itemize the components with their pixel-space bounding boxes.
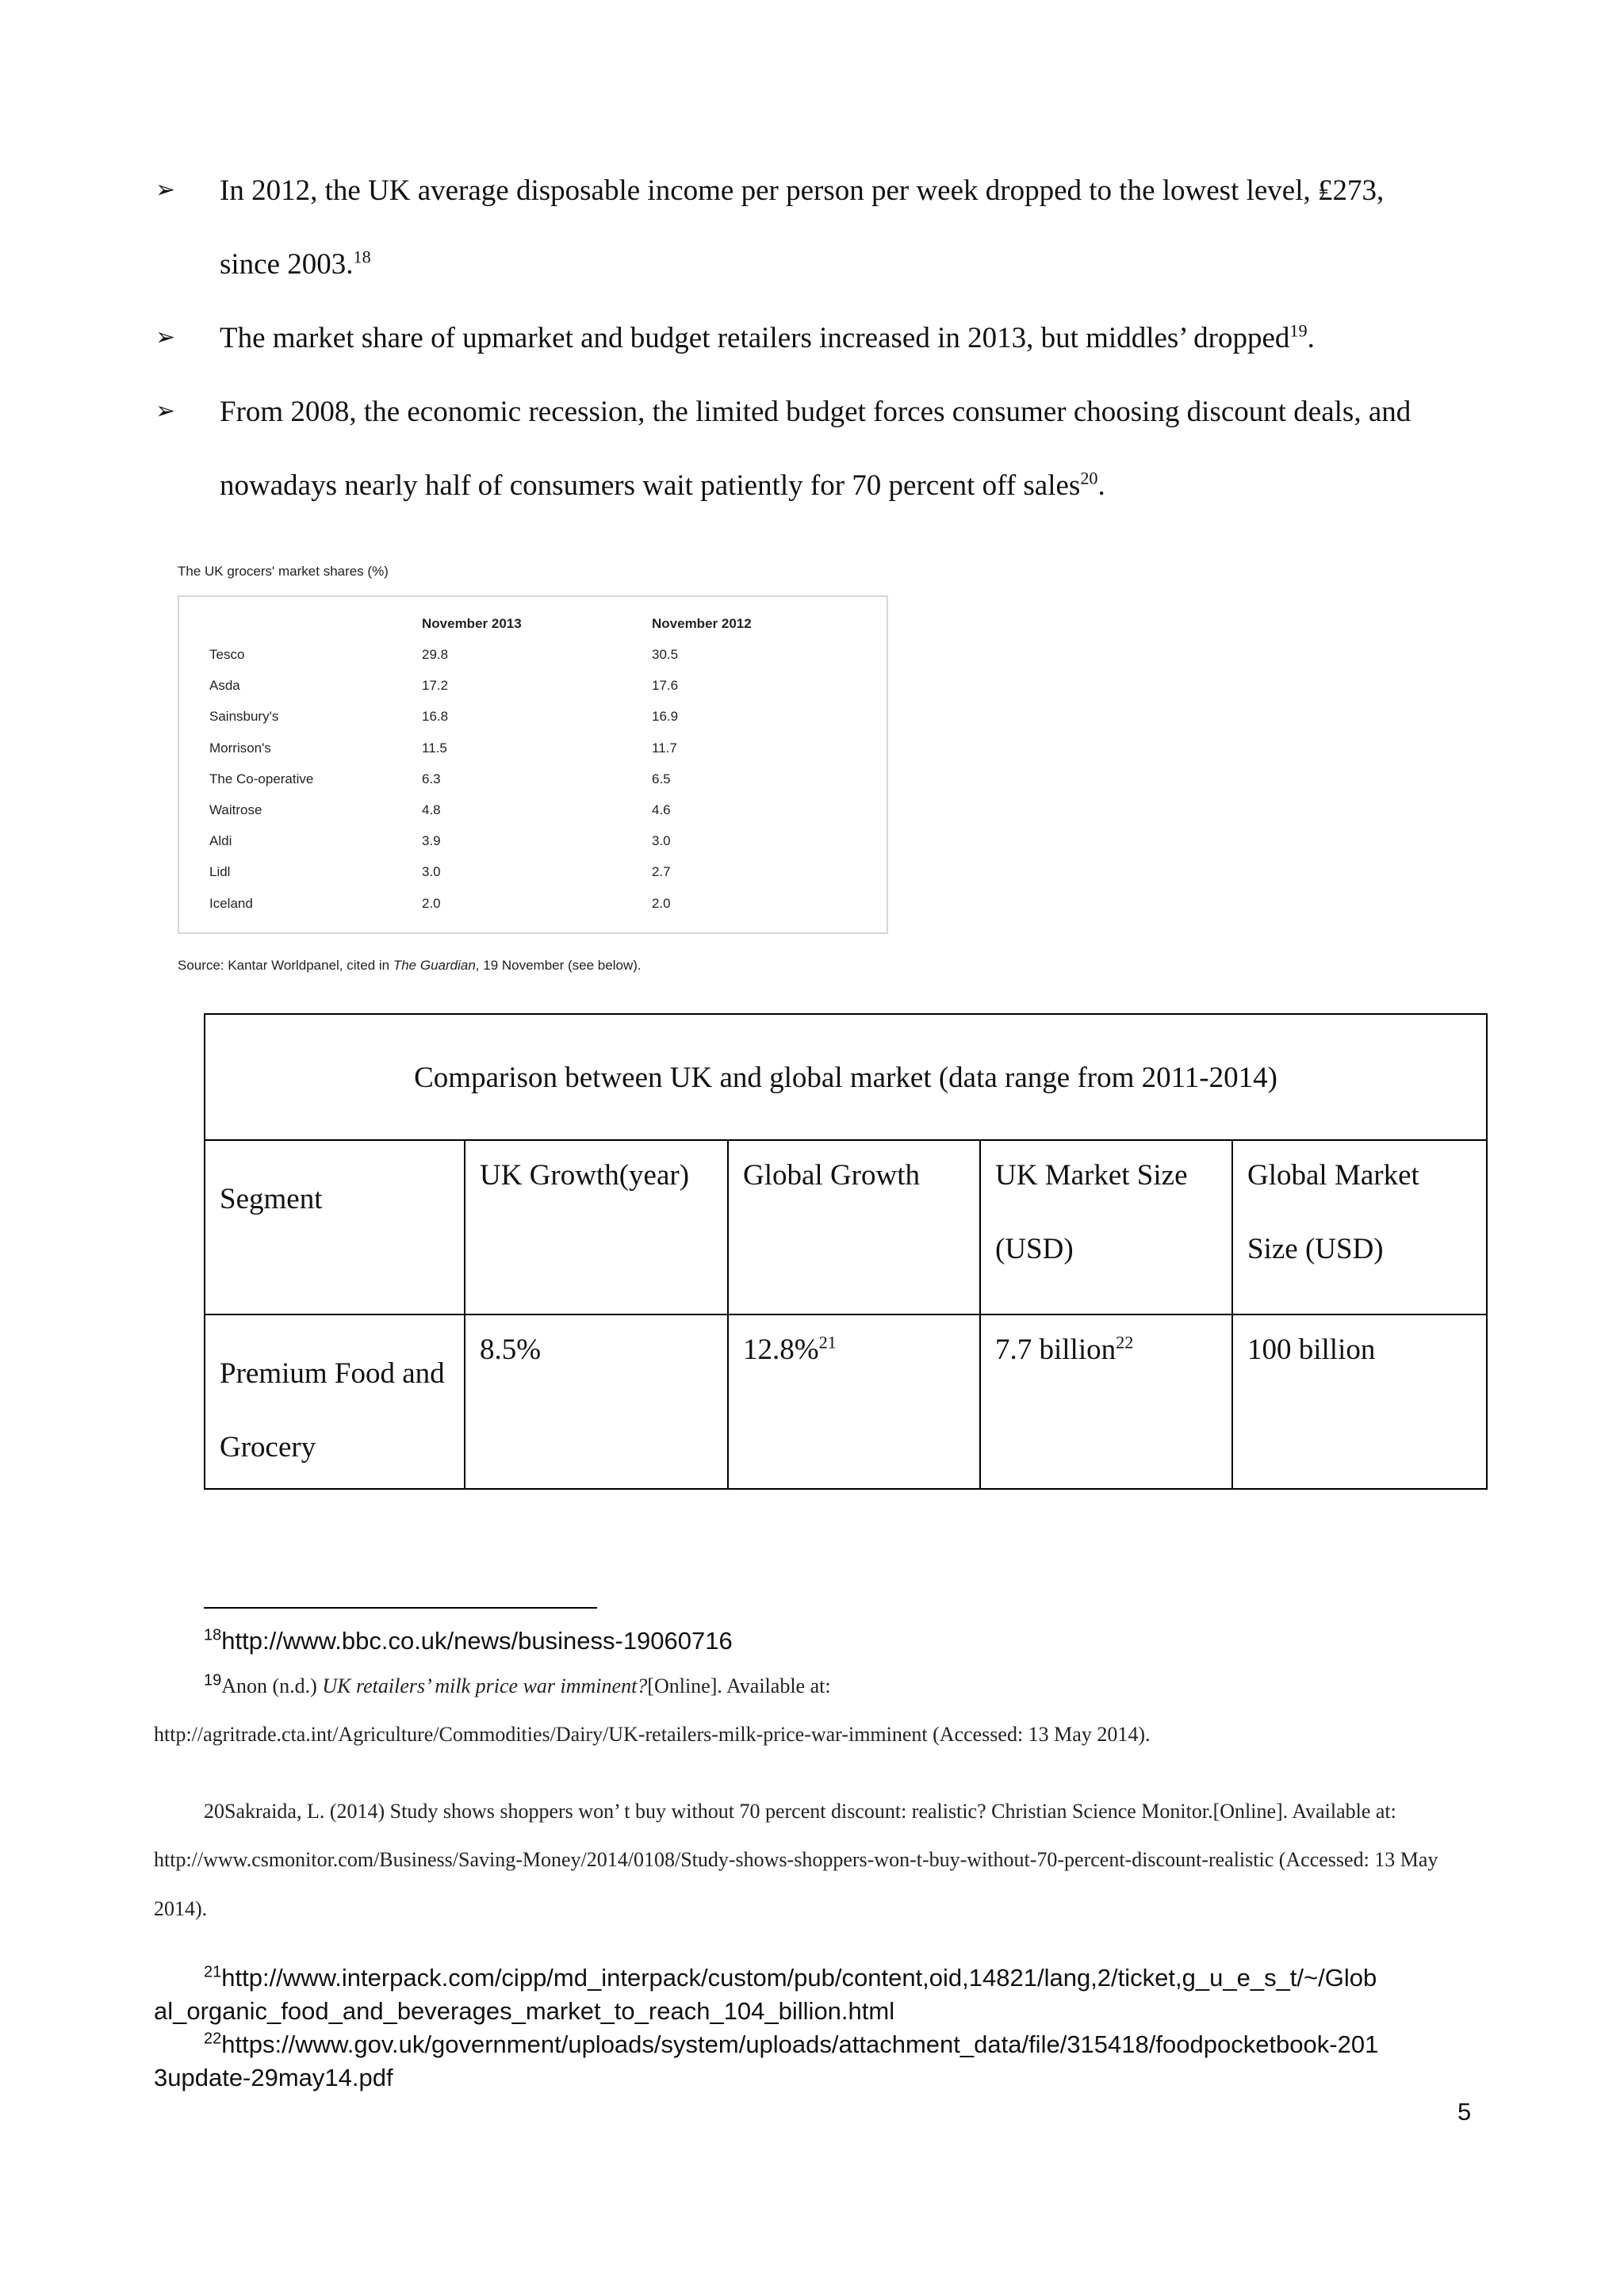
grocer-share-2013: 3.9	[422, 833, 441, 849]
grocer-share-2012: 17.6	[652, 678, 679, 694]
footnote-21-line-1: $^{21}$http://www.interpack.com/cipp/md_interpack/custom/pub/content,oid,14821/lang,2/ticket,g_u_e_s_t/~/Glob	[204, 1963, 1377, 1992]
comparison-table-title: Comparison between UK and global market (data range from 2011-2014)	[414, 1062, 1277, 1094]
footnote-22-line-1: $^{22}$https://www.gov.uk/government/uploads/system/uploads/attachment_data/file/315418/foodpocketbook-201	[204, 2030, 1379, 2058]
grocer-name: Morrison's	[209, 740, 271, 756]
grocer-name: Waitrose	[209, 802, 262, 817]
bullet-1-line-2: since 2003.18	[220, 247, 371, 281]
figure-source: Source: Kantar Worldpanel, cited in The Guardian, 19 November (see below).	[178, 958, 642, 973]
header-global-growth: Global Growth	[728, 1140, 980, 1314]
grocer-name: The Co-operative	[209, 771, 314, 786]
footnote-22-link[interactable]: https://www.gov.uk/government/uploads/system/uploads/attachment_data/file/315418/foodpocketbook-201	[221, 2030, 1379, 2058]
grocer-name: Iceland	[209, 895, 253, 911]
cell-segment: Premium Food and Grocery	[205, 1314, 465, 1489]
grocer-share-2013: 2.0	[422, 895, 441, 911]
grocer-name: Sainsbury's	[209, 709, 279, 725]
col-header-nov-2012: November 2012	[652, 616, 752, 631]
header-segment: Segment	[205, 1140, 465, 1314]
grocer-share-2012: 3.0	[652, 833, 671, 849]
cell-global-growth: 12.8%$^{21}$	[728, 1314, 980, 1489]
header-global-market-size: Global Market Size (USD)	[1232, 1140, 1487, 1314]
footnote-separator	[204, 1607, 597, 1609]
grocer-table-box	[178, 595, 888, 934]
grocer-share-2012: 2.7	[652, 864, 671, 880]
footnote-ref-19[interactable]: 19	[1289, 320, 1308, 341]
bullet-1-line-1: In 2012, the UK average disposable income per person per week dropped to the lowest level, ₤273,	[220, 174, 1385, 207]
cell-uk-growth: 8.5%	[465, 1314, 728, 1489]
comparison-table	[204, 1013, 1488, 1490]
header-uk-growth: UK Growth(year)	[465, 1140, 728, 1314]
grocer-share-2012: 30.5	[652, 647, 679, 662]
footnote-18-link[interactable]: http://www.bbc.co.uk/news/business-19060716	[221, 1627, 733, 1655]
grocer-share-2012: 11.7	[652, 740, 677, 756]
footnote-ref-18[interactable]: 18	[353, 247, 371, 267]
cell-global-market-size: 100 billion	[1232, 1314, 1487, 1489]
page-number: 5	[1457, 2098, 1472, 2126]
arrow-bullet-icon: ➢	[155, 397, 176, 425]
footnote-21-link[interactable]: http://www.interpack.com/cipp/md_interpack/custom/pub/content,oid,14821/lang,2/ticket,g_u_e_s_t/~/Glob	[221, 1964, 1377, 1992]
footnote-20-line-3: 2014).	[154, 1897, 208, 1920]
arrow-bullet-icon: ➢	[155, 176, 176, 204]
grocer-name: Asda	[209, 678, 240, 694]
arrow-bullet-icon: ➢	[155, 323, 176, 351]
comparison-table-title-cell	[205, 1014, 1487, 1140]
footnote-18: $^{18}$http://www.bbc.co.uk/news/business-19060716	[204, 1626, 733, 1655]
grocer-share-2013: 29.8	[422, 647, 449, 662]
grocer-share-2012: 4.6	[652, 802, 671, 817]
grocer-name: Tesco	[209, 647, 245, 662]
grocer-share-2013: 4.8	[422, 802, 441, 817]
grocer-share-2013: 11.5	[422, 740, 447, 756]
grocer-share-2013: 3.0	[422, 864, 441, 880]
grocer-share-2012: 2.0	[652, 895, 671, 911]
footnote-22-line-2[interactable]: 3update-29may14.pdf	[154, 2064, 393, 2091]
col-header-nov-2013: November 2013	[422, 616, 522, 631]
grocer-share-2012: 6.5	[652, 771, 671, 786]
grocer-share-2013: 17.2	[422, 678, 449, 694]
footnote-19-line-1: $^{19}$Anon (n.d.) UK retailers’ milk price war imminent?[Online]. Available at:	[204, 1671, 831, 1697]
footnote-21-line-2[interactable]: al_organic_food_and_beverages_market_to_reach_104_billion.html	[154, 1997, 895, 2025]
footnote-19-line-2[interactable]: http://agritrade.cta.int/Agriculture/Commodities/Dairy/UK-retailers-milk-price-war-imminent (Accessed: 13 May 2014).	[154, 1723, 1151, 1746]
cell-uk-market-size: 7.7 billion$^{22}$	[980, 1314, 1232, 1489]
footnote-20-line-2[interactable]: http://www.csmonitor.com/Business/Saving-Money/2014/0108/Study-shows-shoppers-won-t-buy-without-70-percent-discount-realistic (Accessed: 13 May	[154, 1848, 1438, 1871]
bullet-3-line-1: From 2008, the economic recession, the limited budget forces consumer choosing discount deals, and	[220, 396, 1411, 428]
bullet-2-line-1: The market share of upmarket and budget retailers increased in 2013, but middles’ dropped$^{19}$.	[220, 320, 1315, 354]
grocer-name: Lidl	[209, 864, 231, 880]
figure-title: The UK grocers' market shares (%)	[178, 564, 389, 579]
grocer-share-2013: 16.8	[422, 709, 449, 725]
bullet-3-line-2: nowadays nearly half of consumers wait patiently for 70 percent off sales$^{20}$.	[220, 468, 1105, 502]
footnote-20-line-1: 20Sakraida, L. (2014) Study shows shoppers won’ t buy without 70 percent discount: realistic? Christian Science Monitor.[Online]. Available at:	[204, 1800, 1396, 1823]
footnote-ref-20[interactable]: 20	[1080, 468, 1098, 488]
grocer-share-2012: 16.9	[652, 709, 679, 725]
header-uk-market-size: UK Market Size (USD)	[980, 1140, 1232, 1314]
footnote-ref-21[interactable]: 21	[818, 1332, 837, 1353]
footnote-ref-22[interactable]: 22	[1116, 1332, 1134, 1353]
grocer-name: Aldi	[209, 833, 232, 849]
grocer-share-2013: 6.3	[422, 771, 441, 786]
